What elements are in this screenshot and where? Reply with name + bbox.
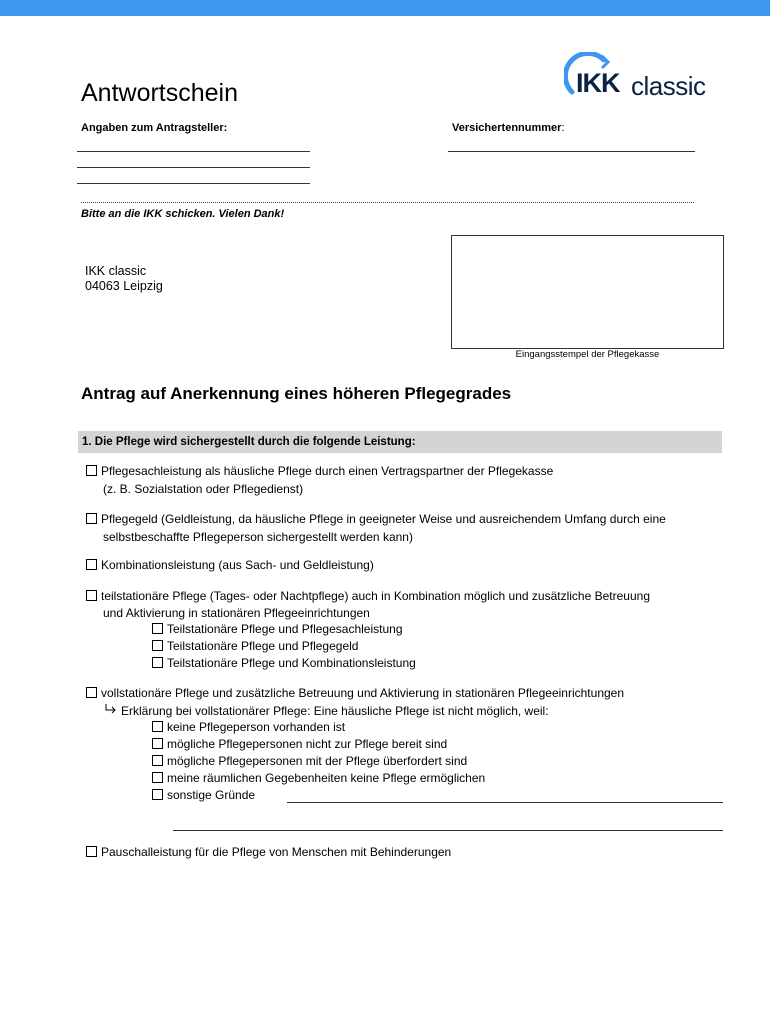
top-accent-bar — [0, 0, 770, 16]
section-1-header — [78, 431, 722, 453]
form-heading: Antrag auf Anerkennung eines höheren Pflegegrades — [81, 384, 512, 403]
teil-sach-checkbox[interactable] — [152, 623, 163, 634]
voll-keine-person-label: keine Pflegeperson vorhanden ist — [167, 720, 346, 734]
option-sachleistung — [86, 463, 553, 480]
voll-nicht-bereit-label: mögliche Pflegepersonen nicht zur Pflege bereit sind — [167, 737, 448, 751]
page-title: Antwortschein — [81, 79, 239, 107]
voll-raeumlich-checkbox[interactable] — [152, 772, 163, 783]
teil-geld-checkbox[interactable] — [152, 640, 163, 651]
voll-ueberfordert-checkbox[interactable] — [152, 755, 163, 766]
teil-sach-label: Teilstationäre Pflege und Pflegesachleistung — [167, 622, 403, 636]
sonstige-gruende-field-1[interactable] — [287, 802, 723, 803]
option-voll-sonstige — [152, 787, 255, 804]
voll-sonstige-label: sonstige Gründe — [167, 788, 256, 802]
kombinationsleistung-checkbox[interactable] — [86, 559, 97, 570]
option-voll-raeumlich — [152, 770, 485, 787]
voll-keine-person-checkbox[interactable] — [152, 721, 163, 732]
option-teilstationaer — [86, 588, 650, 605]
pauschalleistung-checkbox[interactable] — [86, 846, 97, 857]
pflegegeld-checkbox[interactable] — [86, 513, 97, 524]
voll-sonstige-checkbox[interactable] — [152, 789, 163, 800]
insurance-number-field[interactable] — [448, 151, 695, 152]
vollstationaer-label: vollstationäre Pflege und zusätzliche Betreuung und Aktivierung in stationären Pflegeeinrichtungen — [101, 686, 625, 700]
logo-ikk-text: IKK — [576, 68, 620, 98]
sachleistung-checkbox[interactable] — [86, 465, 97, 476]
option-teil-sach — [152, 621, 403, 638]
vollstationaer-explanation-text: Erklärung bei vollstationärer Pflege: Eine häusliche Pflege ist nicht möglich, weil: — [121, 704, 549, 718]
sachleistung-label: Pflegesachleistung als häusliche Pflege durch einen Vertragspartner der Pflegekasse — [101, 464, 554, 478]
cut-line — [81, 202, 694, 203]
sachleistung-label-cont: (z. B. Sozialstation oder Pflegedienst) — [103, 482, 304, 496]
teil-geld-label: Teilstationäre Pflege und Pflegegeld — [167, 639, 359, 653]
hook-arrow-icon — [104, 704, 117, 715]
mailing-note: Bitte an die IKK schicken. Vielen Dank! — [81, 208, 285, 220]
kombinationsleistung-label: Kombinationsleistung (aus Sach- und Geldleistung) — [101, 558, 374, 572]
insurance-number-label — [452, 122, 565, 134]
receipt-stamp-label: Eingangsstempel der Pflegekasse — [515, 349, 660, 360]
applicant-field-2[interactable] — [77, 167, 310, 168]
teilstationaer-checkbox[interactable] — [86, 590, 97, 601]
pflegegeld-label-cont: selbstbeschaffte Pflegeperson sichergestellt werden kann) — [103, 530, 413, 544]
ikk-classic-logo — [562, 52, 730, 102]
voll-ueberfordert-label: mögliche Pflegepersonen mit der Pflege überfordert sind — [167, 754, 468, 768]
teil-kombi-label: Teilstationäre Pflege und Kombinationsleistung — [167, 656, 416, 670]
pflegegeld-label: Pflegegeld (Geldleistung, da häusliche Pflege in geeigneter Weise und ausreichendem Umfang durch eine — [101, 512, 666, 526]
address-line-1: IKK classic — [85, 264, 147, 278]
recipient-address — [85, 264, 163, 294]
vollstationaer-explanation — [104, 704, 549, 718]
option-vollstationaer — [86, 685, 624, 702]
teilstationaer-label: teilstationäre Pflege (Tages- oder Nachtpflege) auch in Kombination möglich und zusätzliche Betreuung — [101, 589, 650, 603]
applicant-field-3[interactable] — [77, 183, 310, 184]
voll-nicht-bereit-checkbox[interactable] — [152, 738, 163, 749]
insurance-number-colon: : — [561, 122, 565, 134]
option-voll-keine-person — [152, 719, 345, 736]
address-line-2: 04063 Leipzig — [85, 279, 163, 293]
teilstationaer-label-cont: und Aktivierung in stationären Pflegeeinrichtungen — [103, 606, 370, 620]
option-teil-kombi — [152, 655, 416, 672]
section-1-title: 1. Die Pflege wird sichergestellt durch die folgende Leistung: — [82, 436, 416, 448]
sonstige-gruende-field-2[interactable] — [173, 830, 723, 831]
option-voll-nicht-bereit — [152, 736, 447, 753]
option-kombinationsleistung — [86, 557, 374, 574]
option-teil-geld — [152, 638, 358, 655]
option-pauschalleistung — [86, 844, 451, 861]
option-pflegegeld — [86, 511, 666, 528]
teil-kombi-checkbox[interactable] — [152, 657, 163, 668]
insurance-number-label-text: Versichertennummer — [452, 122, 562, 134]
option-voll-ueberfordert — [152, 753, 467, 770]
applicant-label: Angaben zum Antragsteller: — [81, 122, 228, 134]
applicant-field-1[interactable] — [77, 151, 310, 152]
pauschalleistung-label: Pauschalleistung für die Pflege von Menschen mit Behinderungen — [101, 845, 452, 859]
vollstationaer-checkbox[interactable] — [86, 687, 97, 698]
receipt-stamp-box — [451, 235, 724, 349]
logo-classic-text: classic — [631, 71, 706, 101]
voll-raeumlich-label: meine räumlichen Gegebenheiten keine Pflege ermöglichen — [167, 771, 486, 785]
